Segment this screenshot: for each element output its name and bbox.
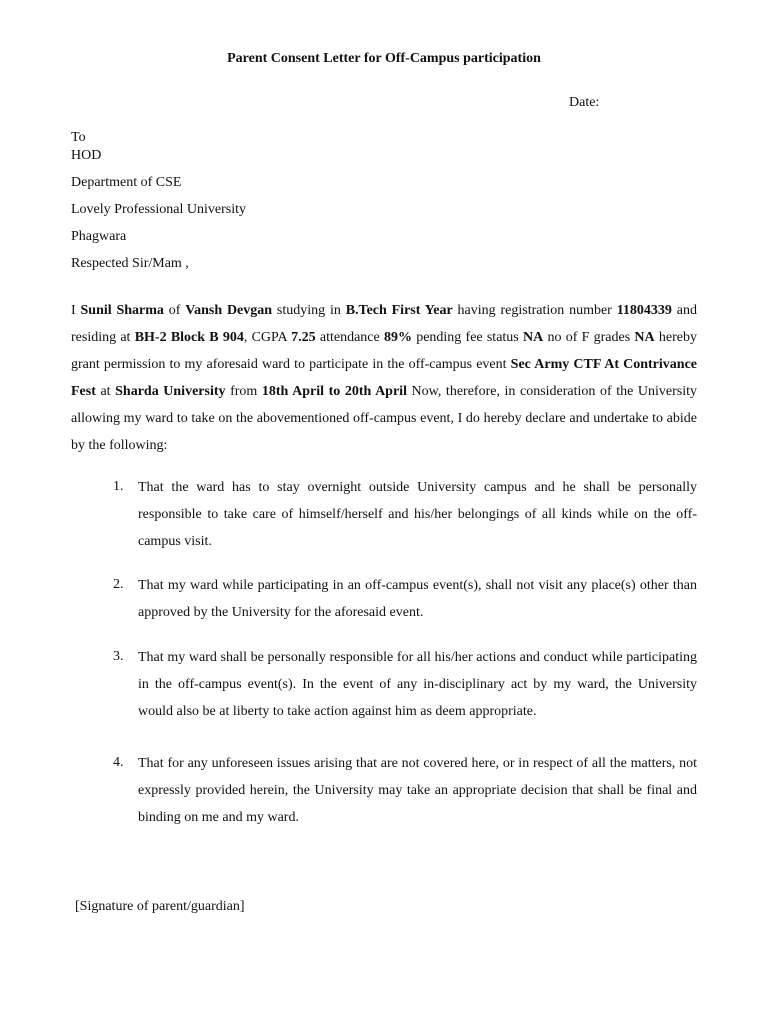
- list-item-number: 3.: [113, 649, 124, 664]
- residence: BH-2 Block B 904: [134, 330, 244, 345]
- list-item-number: 4.: [113, 755, 124, 770]
- list-item-text: That for any unforeseen issues arising that are not covered here, or in respect of all the matters, not expressly provided herein, the University may take an appropriate decision that shall be final and binding on me and my ward.: [138, 756, 697, 825]
- address-department: Department of CSE: [71, 175, 182, 190]
- recipient-address: [71, 129, 246, 273]
- body-text: of: [163, 303, 186, 318]
- body-text: , CGPA: [243, 330, 292, 345]
- list-item-number: 2.: [113, 577, 124, 592]
- address-hod: HOD: [71, 148, 102, 163]
- body-text: I: [71, 303, 81, 318]
- list-item-number: 1.: [113, 479, 124, 494]
- body-text: from: [225, 384, 262, 399]
- list-item-text: That my ward shall be personally responsible for all his/her actions and conduct while participating in the off-campus event(s). In the event of any in-disciplinary act by my ward, the University would also be at liberty to take action against him as deem appropriate.: [138, 650, 697, 719]
- list-item-text: That the ward has to stay overnight outside University campus and he shall be personally responsible to take care of himself/herself and his/her belongings of all kinds while on the off-campus visit.: [138, 480, 697, 549]
- address-university: Lovely Professional University: [71, 202, 246, 217]
- address-city: Phagwara: [71, 229, 127, 244]
- f-grades: NA: [634, 330, 655, 345]
- parent-name: Sunil Sharma: [80, 303, 164, 318]
- fee-status: NA: [522, 330, 544, 345]
- list-item-text: That my ward while participating in an off-campus event(s), shall not visit any place(s) other than approved by the University for the aforesaid event.: [138, 578, 697, 620]
- event-name: Sec Army CTF At Contrivance Fest: [71, 357, 697, 399]
- body-text: at: [95, 384, 116, 399]
- body-text: having registration number: [452, 303, 617, 318]
- body-text: attendance: [315, 330, 384, 345]
- body-text: studying in: [272, 303, 346, 318]
- venue: Sharda University: [115, 384, 226, 399]
- cgpa: 7.25: [291, 330, 316, 345]
- body-text: pending fee status: [411, 330, 523, 345]
- salutation: Respected Sir/Mam ,: [71, 256, 189, 271]
- consent-paragraph: [71, 297, 697, 459]
- event-dates: 18th April to 20th April: [261, 384, 407, 399]
- body-text: hereby grant permission to my aforesaid ward to participate in the off-campus event: [71, 330, 697, 372]
- body-text: and residing at: [71, 303, 697, 345]
- ward-name: Vansh Devgan: [185, 303, 273, 318]
- letter-title: Parent Consent Letter for Off-Campus participation: [227, 51, 541, 66]
- signature-line: [Signature of parent/guardian]: [75, 899, 245, 914]
- address-to: To: [71, 130, 86, 145]
- program: B.Tech First Year: [345, 303, 453, 318]
- attendance: 89%: [383, 330, 412, 345]
- registration-number: 11804339: [616, 303, 672, 318]
- body-text: no of F grades: [543, 330, 635, 345]
- body-text: Now, therefore, in consideration of the University allowing my ward to take on the abovementioned off-campus event, I do hereby declare and undertake to abide by the following:: [71, 384, 697, 453]
- date-label: Date:: [569, 95, 600, 110]
